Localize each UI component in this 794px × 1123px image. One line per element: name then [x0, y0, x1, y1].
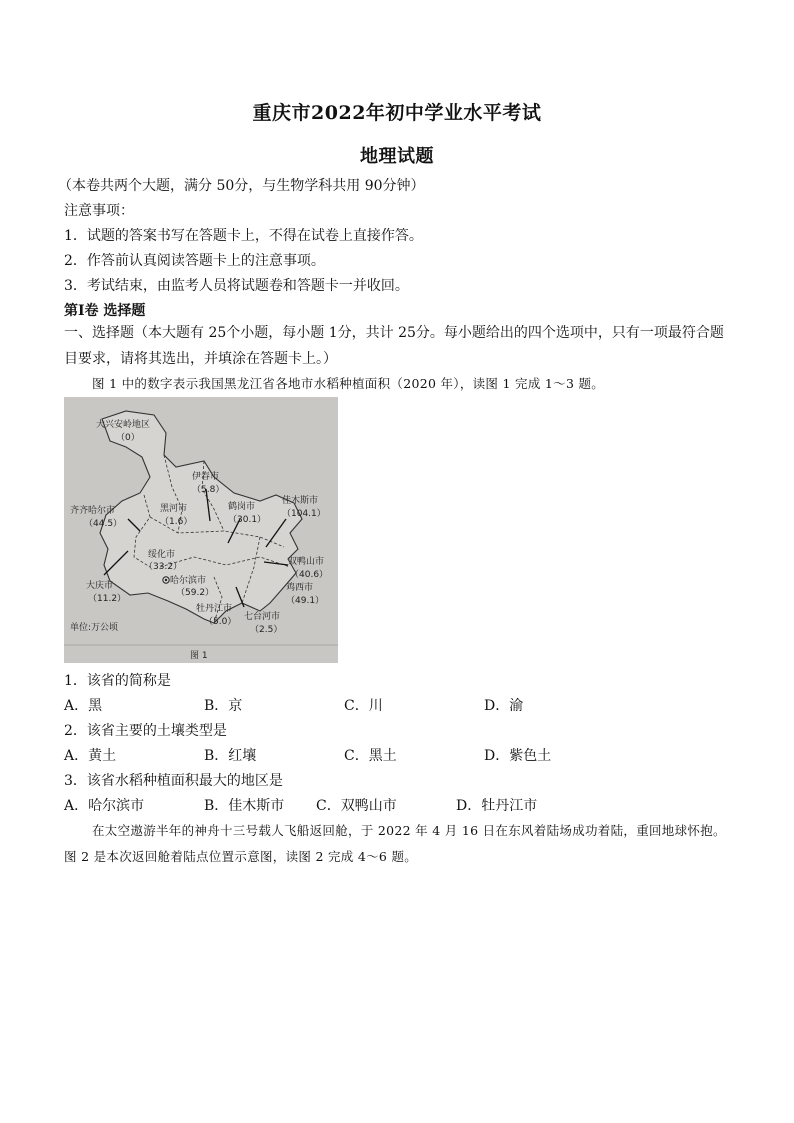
question-2-option-c: C．黑土	[344, 748, 397, 764]
map-region-name: 哈尔滨市	[170, 576, 207, 586]
harbin-capital-dot	[165, 579, 167, 581]
map-region-name: 齐齐哈尔市	[70, 506, 116, 516]
map-region-value: （44.5）	[84, 519, 123, 529]
map-region-value: （11.2）	[88, 594, 127, 604]
map-region-value: （40.6）	[290, 570, 329, 580]
instruction-item: 1．试题的答案书写在答题卡上，不得在试卷上直接作答。	[64, 228, 423, 244]
map-region-name: 双鸭山市	[288, 557, 325, 567]
map-region-value: （5.0）	[204, 617, 237, 627]
map-region-name: 鹤岗市	[228, 502, 256, 512]
map-region-value: （59.2）	[176, 588, 215, 598]
map-region-name: 大庆市	[86, 581, 114, 591]
map-region-name: 七台河市	[244, 612, 281, 622]
map-region-value: （49.1）	[286, 596, 325, 606]
instruction-item: 3．考试结束，由监考人员将试题卷和答题卡一并收回。	[64, 278, 409, 294]
map-region-value: （33.2）	[144, 562, 183, 572]
map-unit-label: 单位:万公顷	[70, 623, 119, 633]
exam-note: （本卷共两个大题，满分 50分，与生物学科共用 90分钟）	[58, 178, 425, 194]
exam-subtitle: 地理试题	[360, 146, 434, 167]
exam-title: 重庆市2022年初中学业水平考试	[252, 102, 542, 124]
map-region-name: 鸡西市	[286, 583, 314, 593]
instructions-heading: 注意事项：	[64, 203, 134, 219]
question-3-option-b: B．佳木斯市	[204, 798, 285, 814]
figure1-intro: 图 1 中的数字表示我国黑龙江省各地市水稻种植面积（2020 年），读图 1 完成 1～3 题。	[92, 376, 605, 391]
map-region-name: 黑河市	[160, 504, 188, 514]
figure1-map	[64, 397, 338, 663]
question-3-option-c: C．双鸭山市	[316, 798, 397, 814]
question-3-option-d: D．牡丹江市	[456, 798, 538, 814]
map-region-value: （0）	[116, 433, 140, 443]
map-region-name: 牡丹江市	[196, 604, 233, 614]
map-region-value: （104.1）	[282, 509, 326, 519]
map-region-name: 大兴安岭地区	[96, 420, 151, 430]
question-2-stem: 2．该省主要的土壤类型是	[64, 723, 227, 739]
figure1-caption: 图 1	[190, 651, 208, 661]
instruction-item: 2．作答前认真阅读答题卡上的注意事项。	[64, 253, 325, 269]
question-2-option-a: A．黄土	[64, 748, 117, 764]
question-2-option-b: B．红壤	[204, 748, 257, 764]
map-region-value: （30.1）	[228, 515, 267, 525]
map-region-value: （2.5）	[250, 625, 283, 635]
heilongjiang-map-svg	[64, 397, 338, 663]
question-2-option-d: D．紫色土	[484, 748, 552, 764]
question-1-option-b: B．京	[204, 698, 243, 714]
question-1-option-a: A．黑	[64, 698, 103, 714]
section-title: 第Ⅰ卷 选择题	[64, 303, 146, 319]
map-region-name: 绥化市	[148, 550, 176, 560]
passage2-text: 在太空遨游半年的神舟十三号载人飞船返回舱，于 2022 年 4 月 16 日在东风着陆场成功着陆，重回地球怀抱。图 2 是本次返回舱着陆点位置示意图，读图 2 完成 4～6 题。	[64, 823, 726, 864]
question-3-stem: 3．该省水稻种植面积最大的地区是	[64, 773, 283, 789]
map-region-value: （5.8）	[192, 485, 225, 495]
question-1-stem: 1．该省的简称是	[64, 673, 171, 689]
question-3-option-a: A．哈尔滨市	[64, 798, 145, 814]
map-region-value: （1.6）	[160, 517, 193, 527]
section-intro: 一、选择题（本大题有 25个小题，每小题 1分，共计 25分。每小题给出的四个选项中，只有一项最符合题目要求，请将其选出，并填涂在答题卡上。）	[64, 325, 724, 367]
question-1-option-c: C．川	[344, 698, 383, 714]
question-1-option-d: D．渝	[484, 698, 524, 714]
map-region-name: 伊春市	[192, 472, 220, 482]
map-region-name: 佳木斯市	[282, 496, 319, 506]
